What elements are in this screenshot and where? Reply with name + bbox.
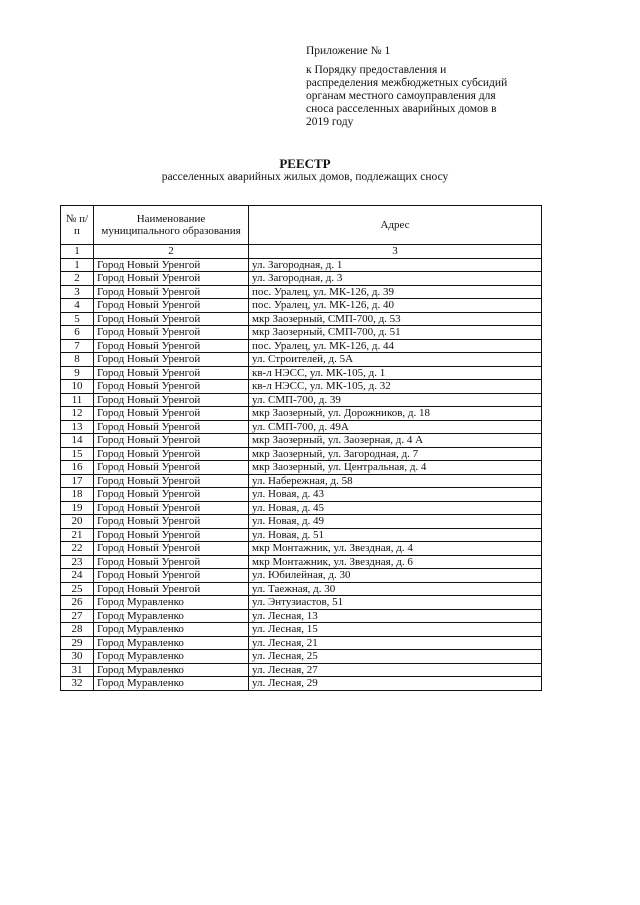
table-row (61, 339, 542, 353)
row-number-cell: 24 (61, 569, 94, 583)
table-row (61, 447, 542, 461)
row-number-cell: 19 (61, 501, 94, 515)
appendix-line: сноса расселенных аварийных домов в (306, 103, 497, 115)
address-cell: мкр Монтажник, ул. Звездная, д. 6 (249, 555, 542, 569)
row-number-cell: 27 (61, 609, 94, 623)
address-cell: кв-л НЭСС, ул. МК-105, д. 32 (249, 380, 542, 394)
municipality-cell: Город Новый Уренгой (94, 515, 249, 529)
table-row (61, 353, 542, 367)
table-row (61, 650, 542, 664)
municipality-cell: Город Новый Уренгой (94, 299, 249, 313)
table-row (61, 596, 542, 610)
row-number-cell: 32 (61, 677, 94, 691)
municipality-cell: Город Новый Уренгой (94, 555, 249, 569)
municipality-cell: Город Новый Уренгой (94, 258, 249, 272)
address-cell: ул. Энтузиастов, 51 (249, 596, 542, 610)
address-cell: ул. Лесная, 29 (249, 677, 542, 691)
table-row (61, 272, 542, 286)
row-number-cell: 2 (61, 272, 94, 286)
row-number-cell: 31 (61, 663, 94, 677)
table-row (61, 609, 542, 623)
row-number-cell: 14 (61, 434, 94, 448)
address-cell: ул. Набережная, д. 58 (249, 474, 542, 488)
table-row (61, 623, 542, 637)
address-cell: ул. Лесная, 27 (249, 663, 542, 677)
address-cell: ул. СМП-700, д. 49А (249, 420, 542, 434)
address-cell: мкр Заозерный, СМП-700, д. 51 (249, 326, 542, 340)
row-number-cell: 23 (61, 555, 94, 569)
address-cell: ул. Загородная, д. 1 (249, 258, 542, 272)
municipality-cell: Город Муравленко (94, 663, 249, 677)
municipality-cell: Город Новый Уренгой (94, 542, 249, 556)
municipality-cell: Город Новый Уренгой (94, 272, 249, 286)
row-number-cell: 28 (61, 623, 94, 637)
table-row (61, 636, 542, 650)
table-row (61, 542, 542, 556)
row-number-cell: 18 (61, 488, 94, 502)
municipality-cell: Город Муравленко (94, 623, 249, 637)
row-number-cell: 7 (61, 339, 94, 353)
address-cell: ул. Строителей, д. 5А (249, 353, 542, 367)
header-number: № п/п (61, 206, 94, 245)
appendix-title: Приложение № 1 (306, 45, 391, 57)
appendix-line: распределения межбюджетных субсидий (306, 77, 508, 89)
table-index-row (61, 245, 542, 259)
row-number-cell: 29 (61, 636, 94, 650)
table-row (61, 677, 542, 691)
address-cell: ул. Юбилейная, д. 30 (249, 569, 542, 583)
row-number-cell: 17 (61, 474, 94, 488)
row-number-cell: 20 (61, 515, 94, 529)
table-row (61, 488, 542, 502)
municipality-cell: Город Новый Уренгой (94, 285, 249, 299)
table-row (61, 501, 542, 515)
municipality-cell: Город Новый Уренгой (94, 393, 249, 407)
municipality-cell: Город Новый Уренгой (94, 434, 249, 448)
municipality-cell: Город Муравленко (94, 636, 249, 650)
address-cell: мкр Монтажник, ул. Звездная, д. 4 (249, 542, 542, 556)
table-row (61, 663, 542, 677)
municipality-cell: Город Новый Уренгой (94, 582, 249, 596)
municipality-cell: Город Муравленко (94, 609, 249, 623)
table-row (61, 528, 542, 542)
address-cell: ул. Таежная, д. 30 (249, 582, 542, 596)
table-row (61, 461, 542, 475)
address-cell: пос. Уралец, ул. МК-126, д. 44 (249, 339, 542, 353)
table-row (61, 407, 542, 421)
address-cell: пос. Уралец, ул. МК-126, д. 40 (249, 299, 542, 313)
row-number-cell: 10 (61, 380, 94, 394)
index-cell: 1 (61, 245, 94, 259)
municipality-cell: Город Муравленко (94, 677, 249, 691)
address-cell: ул. Лесная, 25 (249, 650, 542, 664)
table-row (61, 434, 542, 448)
address-cell: ул. Новая, д. 43 (249, 488, 542, 502)
row-number-cell: 15 (61, 447, 94, 461)
municipality-cell: Город Новый Уренгой (94, 420, 249, 434)
address-cell: ул. Лесная, 15 (249, 623, 542, 637)
address-cell: ул. Новая, д. 45 (249, 501, 542, 515)
table-row (61, 555, 542, 569)
row-number-cell: 12 (61, 407, 94, 421)
table-row (61, 582, 542, 596)
municipality-cell: Город Новый Уренгой (94, 380, 249, 394)
index-cell: 3 (249, 245, 542, 259)
registry-table (60, 205, 542, 691)
municipality-cell: Город Новый Уренгой (94, 447, 249, 461)
table-header-row (61, 206, 542, 245)
row-number-cell: 6 (61, 326, 94, 340)
address-cell: ул. Загородная, д. 3 (249, 272, 542, 286)
document-subtitle: расселенных аварийных жилых домов, подлежащих сносу (161, 171, 449, 183)
address-cell: ул. Лесная, 13 (249, 609, 542, 623)
table-row (61, 420, 542, 434)
row-number-cell: 26 (61, 596, 94, 610)
address-cell: мкр Заозерный, СМП-700, д. 53 (249, 312, 542, 326)
table-row (61, 326, 542, 340)
table-row (61, 393, 542, 407)
document-title: РЕЕСТР (279, 156, 331, 171)
municipality-cell: Город Новый Уренгой (94, 339, 249, 353)
row-number-cell: 8 (61, 353, 94, 367)
address-cell: мкр Заозерный, ул. Дорожников, д. 18 (249, 407, 542, 421)
address-cell: мкр Заозерный, ул. Заозерная, д. 4 А (249, 434, 542, 448)
address-cell: ул. Новая, д. 49 (249, 515, 542, 529)
table-row (61, 366, 542, 380)
address-cell: ул. СМП-700, д. 39 (249, 393, 542, 407)
table-row (61, 312, 542, 326)
appendix-line: к Порядку предоставления и (306, 64, 447, 76)
index-cell: 2 (94, 245, 249, 259)
municipality-cell: Город Новый Уренгой (94, 407, 249, 421)
municipality-cell: Город Новый Уренгой (94, 501, 249, 515)
address-cell: мкр Заозерный, ул. Центральная, д. 4 (249, 461, 542, 475)
municipality-cell: Город Новый Уренгой (94, 488, 249, 502)
row-number-cell: 11 (61, 393, 94, 407)
row-number-cell: 4 (61, 299, 94, 313)
municipality-cell: Город Новый Уренгой (94, 353, 249, 367)
row-number-cell: 16 (61, 461, 94, 475)
header-address: Адрес (249, 206, 542, 245)
table-row (61, 380, 542, 394)
municipality-cell: Город Муравленко (94, 650, 249, 664)
row-number-cell: 5 (61, 312, 94, 326)
municipality-cell: Город Новый Уренгой (94, 326, 249, 340)
municipality-cell: Город Новый Уренгой (94, 461, 249, 475)
row-number-cell: 1 (61, 258, 94, 272)
appendix-block (306, 45, 606, 129)
address-cell: ул. Лесная, 21 (249, 636, 542, 650)
municipality-cell: Город Новый Уренгой (94, 474, 249, 488)
address-cell: ул. Новая, д. 51 (249, 528, 542, 542)
header-municipality: Наименование муниципального образования (94, 206, 249, 245)
table-body (61, 258, 542, 690)
table-row (61, 515, 542, 529)
table-row (61, 474, 542, 488)
row-number-cell: 21 (61, 528, 94, 542)
address-cell: мкр Заозерный, ул. Загородная, д. 7 (249, 447, 542, 461)
address-cell: кв-л НЭСС, ул. МК-105, д. 1 (249, 366, 542, 380)
row-number-cell: 22 (61, 542, 94, 556)
appendix-line: 2019 году (306, 116, 354, 128)
row-number-cell: 3 (61, 285, 94, 299)
table-row (61, 569, 542, 583)
table-row (61, 285, 542, 299)
address-cell: пос. Уралец, ул. МК-126, д. 39 (249, 285, 542, 299)
municipality-cell: Город Новый Уренгой (94, 528, 249, 542)
row-number-cell: 30 (61, 650, 94, 664)
row-number-cell: 25 (61, 582, 94, 596)
table-row (61, 258, 542, 272)
appendix-line: органам местного самоуправления для (306, 90, 496, 102)
municipality-cell: Город Новый Уренгой (94, 569, 249, 583)
municipality-cell: Город Муравленко (94, 596, 249, 610)
municipality-cell: Город Новый Уренгой (94, 366, 249, 380)
table-row (61, 299, 542, 313)
row-number-cell: 13 (61, 420, 94, 434)
municipality-cell: Город Новый Уренгой (94, 312, 249, 326)
row-number-cell: 9 (61, 366, 94, 380)
